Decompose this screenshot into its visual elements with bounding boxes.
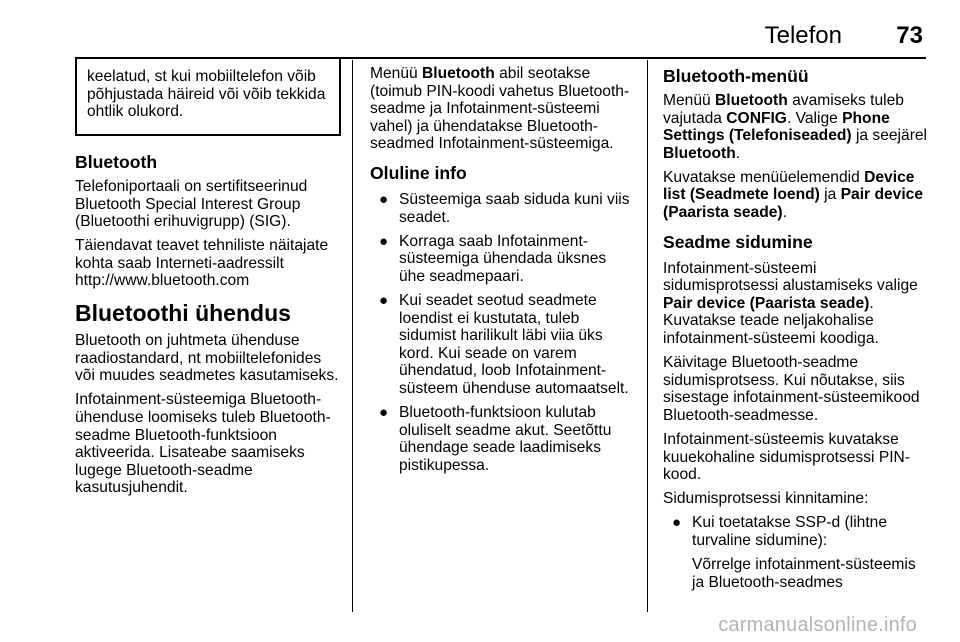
paragraph: Täiendavat teavet tehniliste näitajate kohta saab Interneti-aadressilt http://www.bluetooth.com [75,237,329,290]
text-run: . [782,204,787,222]
menu-name: Bluetooth [663,144,736,162]
column-2 [370,65,635,481]
paragraph: Infotainment-süsteemis kuvatakse kuuekohaline sidumisprotsessi PIN-kood. [663,431,911,484]
menu-name: Bluetooth [422,65,495,82]
list-item-text: Kui toetatakse SSP-d (lihtne turvaline sidumine): [692,514,888,549]
text-run: abil seotakse (toimub PIN-koodi vahetus Bluetooth-seadme ja Infotainment-süsteemi vahel) ja ühendatakse Bluetooth-seadmed Infotainment-süsteemiga. [370,65,630,153]
list-item [370,292,635,398]
menu-name: Phone Settings (Telefoniseaded) [663,109,890,145]
text-run: Menüü [663,92,716,109]
bullet-icon: ● [379,404,389,421]
note-box [75,58,341,136]
paragraph [663,92,928,162]
text-run: avamiseks tuleb vajutada [663,92,904,127]
paragraph [663,169,928,222]
paragraph: Võrrelge infotainment-süsteemis ja Bluetooth-seadmes [692,556,916,591]
text-run: . Kuvatakse teade neljakohalise infotainment-süsteemi koodiga. [663,294,879,348]
text-run: . [735,144,741,162]
paragraph: Käivitage Bluetooth-seadme sidumisprotsess. Kui nõutakse, siis sisestage infotainment-süsteemikood Bluetooth-seadmesse. [663,354,920,424]
paragraph: Telefoniportaali on sertifitseerinud Bluetooth Special Interest Group (Bluetoothi erihuvigrupp) (SIG). [75,178,308,231]
list-item-text: Kui seadet seotud seadmete loendist ei kustutata, tuleb sidumist harilikult läbi viia üks kord. Kui seade on varem ühendatud, loob Infotainment-süsteem ühenduse automaatselt. [399,291,629,397]
paragraph: Bluetooth on juhtmeta ühenduse raadiostandard, nt mobiiltelefonides või muudes seadmetes kasutamiseks. [75,332,339,385]
important-list [370,191,635,474]
note-text: keelatud, st kui mobiiltelefon võib põhjustada häireid või võib tekkida ohtlik olukord. [87,68,326,121]
menu-name: Device list (Seadmete loend) [663,168,915,204]
menu-name: Pair device (Paarista seade) [663,186,924,222]
column-1 [75,58,341,503]
paragraph: Infotainment-süsteemiga Bluetooth-ühenduse loomiseks tuleb Bluetooth-seadme Bluetooth-funktsioon aktiveerida. Lisateabe saamiseks lugege Bluetooth-seadme kasutusjuhendit. [75,391,331,497]
important-heading: Oluline info [370,162,467,183]
list-item-text: Korraga saab Infotainment-süsteemiga ühendada üksnes ühe seadmepaari. [399,232,607,285]
button-name: CONFIG [726,109,787,127]
pairing-heading: Seadme sidumine [663,231,813,252]
menu-name: Bluetooth [715,92,788,109]
paragraph [663,260,928,348]
intro-paragraph [370,65,635,153]
bullet-icon: ● [379,291,389,309]
list-item-text: Süsteemiga saab siduda kuni viis seadet. [399,190,630,226]
connection-heading: Bluetoothi ühendus [75,300,291,327]
list-item [663,514,928,549]
column-3 [663,64,928,598]
page-number: 73 [896,22,923,49]
list-item-text: Bluetooth-funktsioon kulutab oluliselt seadme akut. Seetõttu ühendage seade laadimiseks pistikupessa. [399,404,612,474]
text-run: . Valige [786,109,843,127]
bullet-icon: ● [379,190,389,208]
bullet-icon: ● [672,514,682,532]
menu-heading: Bluetooth-menüü [663,66,809,86]
text-run: Menüü [370,65,423,82]
list-item [370,404,635,474]
confirm-list [663,514,928,549]
list-item [370,191,635,226]
list-item [370,233,635,286]
text-run: Kuvatakse menüüelemendid [663,168,865,186]
watermark: carmanualsonline.info [718,614,917,636]
page-header [0,0,960,58]
bluetooth-heading: Bluetooth [75,152,158,172]
section-title: Telefon [764,22,842,49]
bullet-icon: ● [379,232,389,250]
text-run: Infotainment-süsteemi sidumisprotsessi alustamiseks valige [663,259,918,295]
column-divider [647,60,648,612]
column-divider [352,60,353,612]
menu-name: Pair device (Paarista seade) [663,294,870,312]
text-run: ja [819,186,841,204]
paragraph: Sidumisprotsessi kinnitamine: [663,490,869,508]
text-run: ja seejärel [851,127,928,145]
